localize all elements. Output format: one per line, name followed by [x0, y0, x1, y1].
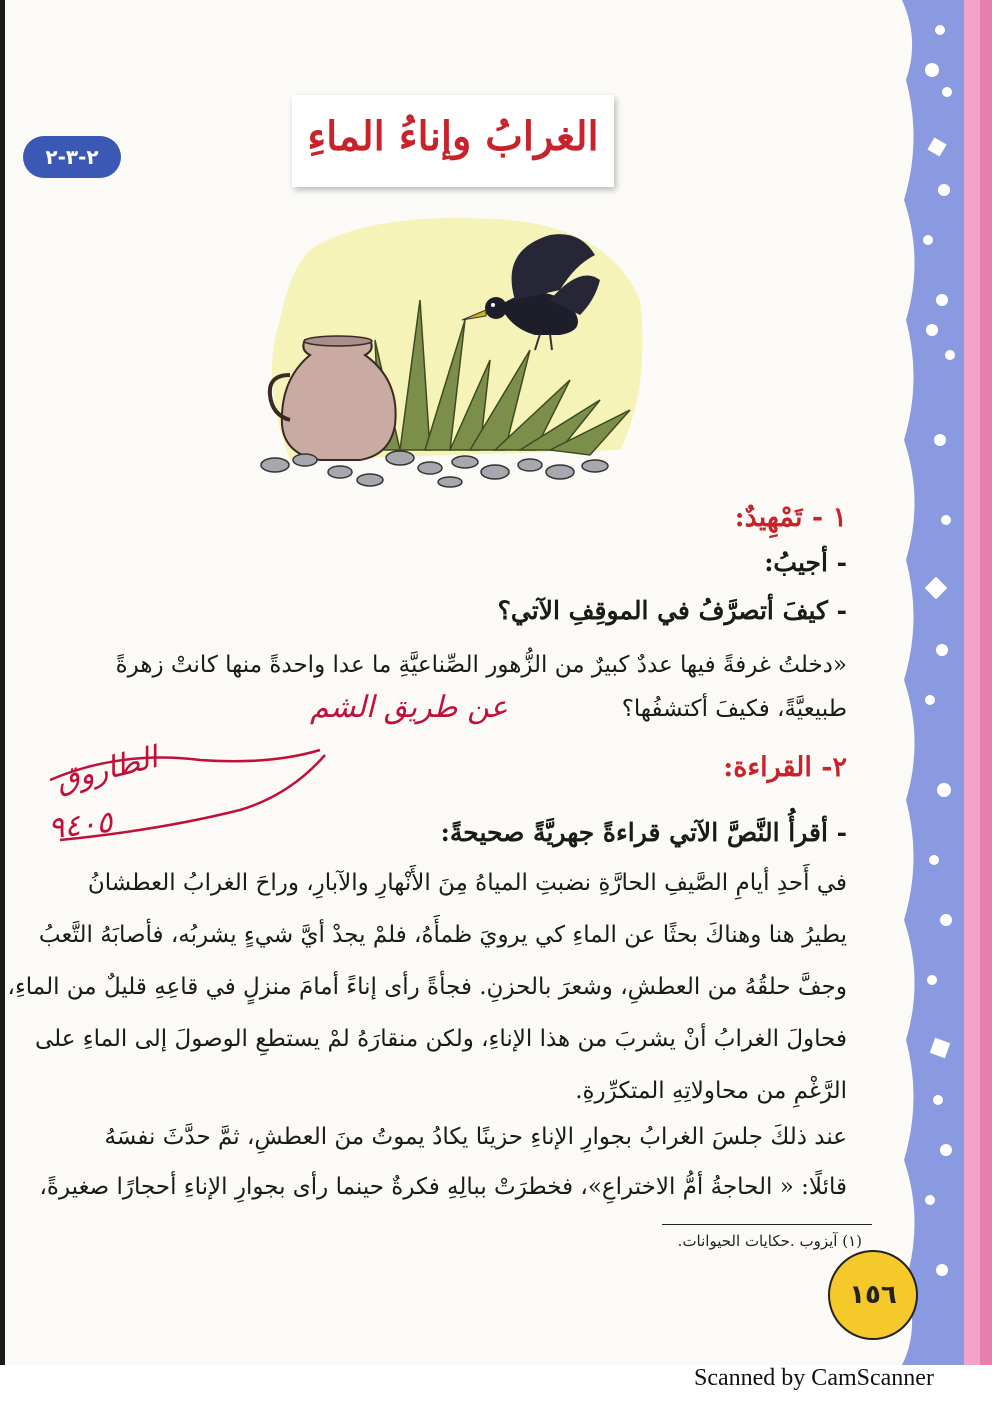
passage-line: يطيرُ هنا وهناكَ بحثًا عن الماءِ كي يرويَ ظمأَهُ، فلمْ يجدْ أيَّ شيءٍ يشربُه، فأصابَهُ التَّعبُ [38, 922, 847, 948]
quote-line-1: «دخلتُ غرفةً فيها عددٌ كبيرٌ من الزُّهور الصِّناعيَّةِ ما عدا واحدةً منها كانتْ زهرةً [115, 652, 847, 678]
footnote-divider [662, 1224, 872, 1225]
scanner-watermark: Scanned by CamScanner [694, 1365, 934, 1391]
section-heading-reading: ٢- القراءة: [723, 752, 847, 783]
quote-line-2: طبيعيَّةً، فكيفَ أكتشفُها؟ [621, 696, 847, 722]
title-card [292, 95, 614, 187]
passage-line: في أَحدِ أيامِ الصَّيفِ الحارَّةِ نضبتِ المياهُ مِنَ الأَنْهارِ والآبارِ، وراحَ الغرابُ العطشانُ [87, 870, 847, 896]
crow-and-jar-illustration [250, 210, 650, 500]
page-number: ١٥٦ [828, 1250, 918, 1340]
answer-instruction: - أجيبُ: [764, 548, 847, 577]
passage-line: الرَّغْمِ من محاولاتِهِ المتكرِّرةِ. [575, 1078, 847, 1104]
lesson-code-badge: ٢-٣-٢ [23, 136, 121, 178]
question-text: - كيفَ أتصرَّفُ في الموقِفِ الآتي؟ [497, 596, 847, 625]
handwritten-stroke [40, 740, 340, 860]
reading-instruction: - أقرأُ النَّصَّ الآتي قراءةً جهريَّةً صحيحةً: [440, 818, 847, 847]
passage-line: قائلًا: « الحاجةُ أمُّ الاختراعِ»، فخطرَتْ ببالِهِ فكرةٌ حينما رأى بجوارِ الإناءِ أحجارًا صغيرةً، [39, 1174, 847, 1200]
handwritten-name: الطاروق [52, 740, 162, 799]
handwritten-number: ٩٤٠٥ [46, 804, 115, 847]
passage-line: وجفَّ حلقُهُ من العطشِ، وشعرَ بالحزنِ. فجأةً رأى إناءً أمامَ منزلٍ في قاعِهِ قليلٌ من الماءِ، [7, 974, 847, 1000]
page-edge-line [0, 0, 5, 1365]
passage-line: فحاولَ الغرابُ أنْ يشربَ من هذا الإناءِ، ولكن منقارَهُ لمْ يستطعِ الوصولَ إلى الماءِ على [34, 1026, 847, 1052]
handwritten-answer: عن طريق الشم [310, 690, 508, 725]
footnote: (١) آيزوب .حكايات الحيوانات. [677, 1232, 862, 1250]
decorative-edge-strip [902, 0, 992, 1365]
section-heading-intro: ١ - تَمْهِيدٌ: [734, 502, 847, 533]
page-title: الغرابُ وإناءُ الماءِ [307, 113, 599, 160]
passage-line: عند ذلكَ جلسَ الغرابُ بجوارِ الإناءِ حزينًا يكادُ يموتُ منَ العطشِ، ثمَّ حدَّثَ نفسَهُ [104, 1124, 847, 1150]
